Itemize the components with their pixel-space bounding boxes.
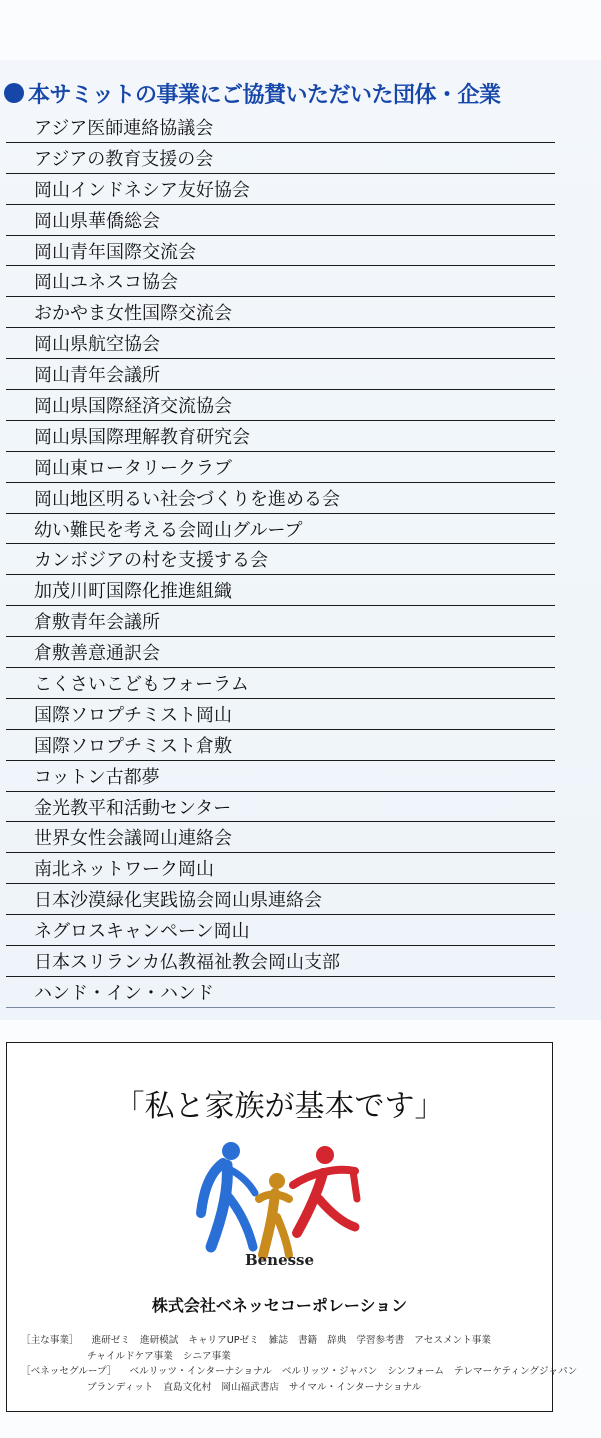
main-business-cont-item: シニア事業 [182, 1350, 231, 1362]
sponsor-row: 岡山ユネスコ協会 [6, 266, 555, 297]
sponsor-row: 倉敷善意通訳会 [6, 637, 555, 668]
group-item: テレマーケティングジャパン [454, 1366, 578, 1377]
sponsor-row: 岡山青年国際交流会 [6, 236, 555, 267]
sponsor-list [6, 112, 555, 1008]
sponsor-row: 日本沙漠緑化実践協会岡山県連絡会 [6, 884, 555, 915]
sponsor-row: おかやま女性国際交流会 [6, 297, 555, 328]
benesse-family-logo-icon [193, 1135, 363, 1265]
sponsor-row: 岡山県航空協会 [6, 328, 555, 359]
group-item: ベルリッツ・インターナショナル [129, 1366, 272, 1377]
sponsor-row: 南北ネットワーク岡山 [6, 853, 555, 884]
group-cont-item: 岡山福武書店 [221, 1381, 279, 1393]
section-heading [4, 78, 594, 108]
sponsor-row: こくさいこどもフォーラム [6, 668, 555, 699]
sponsor-row: 岡山東ロータリークラブ [6, 452, 555, 483]
main-business-item: 書籍 [297, 1335, 318, 1346]
group-label: ［ベネッセグループ］ [21, 1366, 117, 1377]
main-business-item: 学習参考書 [356, 1335, 405, 1346]
sponsor-row: 国際ソロプチミスト岡山 [6, 699, 555, 730]
sponsor-row: 国際ソロプチミスト倉敷 [6, 730, 555, 761]
sponsor-row: 岡山地区明るい社会づくりを進める会 [6, 483, 555, 514]
main-business-item: アセスメント事業 [414, 1335, 491, 1346]
group-cont-item: ブランディット [87, 1381, 154, 1393]
sponsor-row: 倉敷青年会議所 [6, 606, 555, 637]
main-business-line [21, 1333, 542, 1349]
sponsor-row: 金光教平和活動センター [6, 792, 555, 823]
group-item: ベルリッツ・ジャパン [281, 1366, 378, 1377]
business-list [21, 1333, 578, 1395]
main-business-item: 進研模試 [140, 1335, 179, 1346]
sponsor-row: アジア医師連絡協議会 [6, 112, 555, 143]
sponsor-row: 岡山県国際理解教育研究会 [6, 421, 555, 452]
sponsor-row: ネグロスキャンペーン岡山 [6, 915, 555, 946]
heading-text: 本サミットの事業にご協賛いただいた団体・企業 [28, 82, 501, 108]
sponsor-row: 世界女性会議岡山連絡会 [6, 822, 555, 853]
main-business-item: キャリアUPゼミ [188, 1335, 259, 1346]
group-line [21, 1364, 578, 1380]
ad-brand: Benesse [244, 1251, 315, 1269]
sponsor-row: アジアの教育支援の会 [6, 143, 555, 174]
sponsor-row: 加茂川町国際化推進組織 [6, 575, 555, 606]
group-cont-item: 直島文化村 [163, 1381, 212, 1393]
group-item: シンフォーム [387, 1366, 445, 1377]
sponsor-row: 岡山インドネシア友好協会 [6, 174, 555, 205]
main-business-item: 辞典 [327, 1335, 347, 1346]
main-business-label: ［主な事業］ [21, 1335, 79, 1346]
sponsor-row: 岡山県華僑総会 [6, 205, 555, 236]
sponsor-row: 日本スリランカ仏教福祉教会岡山支部 [6, 946, 555, 977]
group-cont-item: サイマル・インターナショナル [288, 1381, 422, 1393]
group-line-cont [21, 1380, 542, 1396]
sponsor-row: コットン古都夢 [6, 761, 555, 792]
main-business-cont-item: チャイルドケア事業 [87, 1350, 173, 1362]
sponsor-row: ハンド・イン・ハンド [6, 977, 555, 1008]
bullet-dot-icon [4, 83, 24, 103]
ad-slogan: 「私と家族が基本です」 [114, 1089, 445, 1124]
sponsor-row: 幼い難民を考える会岡山グループ [6, 514, 555, 545]
benesse-advertisement [6, 1042, 578, 1412]
main-business-item: 進研ゼミ [91, 1335, 130, 1346]
sponsor-row: 岡山青年会議所 [6, 359, 555, 390]
ad-company-name: 株式会社ベネッセコーポレーション [151, 1296, 408, 1315]
sponsor-row: カンボジアの村を支援する会 [6, 544, 555, 575]
sponsor-row: 岡山県国際経済交流協会 [6, 390, 555, 421]
main-business-line-cont [21, 1349, 542, 1365]
main-business-item: 雑誌 [268, 1335, 288, 1346]
